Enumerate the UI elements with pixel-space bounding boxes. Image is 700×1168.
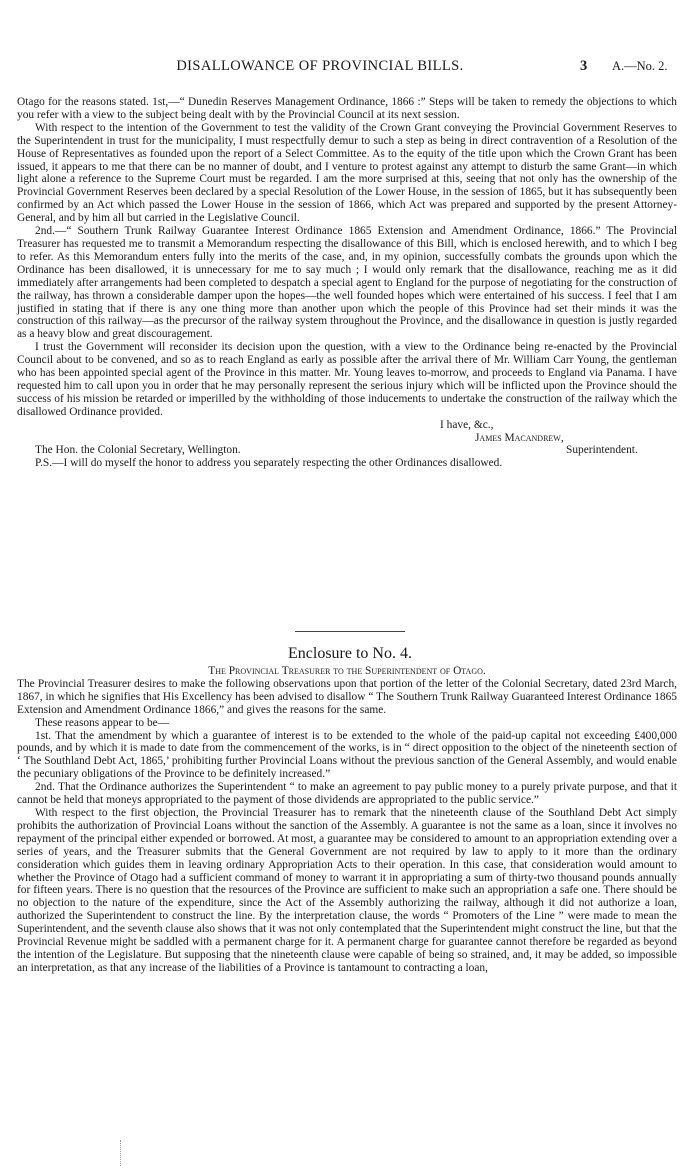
section-divider [295, 631, 405, 632]
addressee: The Hon. the Colonial Secretary, Wellington. [35, 444, 241, 457]
enclosure-paragraph-5: With respect to the first objection, the Provincial Treasurer has to remark that the nineteenth clause of the Southland Debt Act simply prohibits the authorization of Provincial Loans without the sanction of the Assembly. A guarantee is not the same as a loan, since it involves no repayment of the principal either expended or borrowed. At most, a guarantee may be considered to amount to an appropriation extending over a series of years, and the Treasurer submits that the General Government are not required by law to apply to it more than the ordinary consideration which guides them in leaving ordinary Appropriation Acts to their operation. In this case, that consideration would amount to whether the Province of Otago had a sufficient command of money to warrant it in appropriating a sum of thirty-two thousand pounds annually for fifteen years. There is no question that the resources of the Province are sufficient to make such an appropriation a safe one. There should be no objection to the nature of the expenditure, since the Act of the Assembly authorizing the railway, although it did not authorize a loan, authorized the Superintendent to construct the line. By the interpretation clause, the words “ Promoters of the Line ” were made to mean the Superintendent, and the seventh clause also shows that it was not only contemplated that the Superintendent might construct the line, but that the Provincial Revenue might be saddled with a permanent charge for it. A permanent charge for guarantee cannot therefore be regarded as beyond the intention of the Legislature. But supposing that the nineteenth clause were capable of being so strained, and, it may be added, so impossible an interpretation, as that any increase of the liabilities of a Province is tantamount to contracting a loan, [17, 806, 677, 974]
running-title: DISALLOWANCE OF PROVINCIAL BILLS. [176, 58, 464, 74]
letter-paragraph-1: Otago for the reasons stated. 1st,—“ Dunedin Reserves Management Ordinance, 1866 :” Steps will be taken to remedy the objections to which you refer with a view to the subject being dealt with by the Provincial Council at its next session. [17, 96, 677, 121]
enclosure-paragraph-4: 2nd. That the Ordinance authorizes the Superintendent “ to make an agreement to pay public money to a purely private purpose, and that it cannot be held that moneys appropriated to the payment of those dividends are appropriated to the public service.” [17, 781, 677, 807]
enclosure-paragraph-2: These reasons appear to be— [35, 716, 170, 729]
page-number: 3 [580, 58, 588, 74]
enclosure-title: Enclosure to No. 4. [288, 645, 412, 662]
letter-body [17, 96, 677, 470]
closing-text: I have, &c., [440, 418, 494, 431]
letter-paragraph-3: 2nd.—“ Southern Trunk Railway Guarantee Interest Ordinance 1865 Extension and Amendment Ordinance, 1866.” The Provincial Treasurer has requested me to transmit a Memorandum respecting the disallowance of this Bill, which is enclosed herewith, and to which I beg to refer. As this Memorandum enters fully into the merits of the case, and, in my opinion, successfully combats the grounds upon which the Ordinance has been disallowed, it is unnecessary for me to say much ; I would only remark that the disallowance, reaching me as it did immediately after arrangements had been completed to despatch a special agent to England for the purpose of negotiating for the construction of the railway, has thrown a considerable damper upon the hopes—the well founded hopes which were entertained of his success. I feel that I am justified in stating that if there is any one thing more than another upon which the people of this Province had set their minds it was the construction of this railway—as the precursor of the railway system throughout the Province, and the disallowance in question is justly regarded as a heavy blow and great discouragement. [17, 225, 677, 341]
enclosure-paragraph-3: 1st. That the amendment by which a guarantee of interest is to be extended to the whole of the paid-up capital not exceeding £400,000 pounds, and by which it is made to date from the commencement of the works, is in “ direct opposition to the object of the nineteenth section of ‘ The Southland Debt Act, 1865,’ prohibiting further Provincial Loans without the previous sanction of the General Assembly, and would enable the pecuniary obligations of the Province to be definitely increased.” [17, 729, 677, 781]
signatory-name: James Macandrew, [475, 431, 564, 444]
letter-paragraph-2: With respect to the intention of the Government to test the validity of the Crown Grant conveying the Provincial Government Reserves to the Superintendent in trust for the municipality, I must respectfully demur to such a step as being in direct contravention of a Resolution of the House of Representatives as founded upon the report of a Select Committee. As to the equity of the title upon which the Crown Grant has been issued, it appears to me that there can be no manner of doubt, and I venture to protest against any attempt to disturb the same Grant—in which light alone a reference to the Supreme Court must be regarded. I am the more surprised at this, seeing that not only has the ownership of the Provincial Government Reserves been declared by a special Resolution of the Lower House, in the session of 1865, but it has subsequently been confirmed by an Act which passed the Lower House in the session of 1866, which Act was prepared and supported by the present Attorney-General, and by him all but carried in the Legislative Council. [17, 121, 677, 225]
enclosure-body [17, 665, 677, 975]
page-header [0, 58, 700, 78]
postscript: P.S.—I will do myself the honor to address you separately respecting the other Ordinances disallowed. [35, 457, 503, 470]
gutter-mark [120, 1140, 122, 1166]
closing-line [17, 419, 677, 432]
signatory-title: Superintendent. [566, 444, 638, 457]
enclosure-subtitle: The Provincial Treasurer to the Superintendent of Otago. [208, 665, 486, 677]
signature-line [17, 432, 677, 445]
enclosure-paragraph-1: The Provincial Treasurer desires to make the following observations upon that portion of the letter of the Colonial Secretary, dated 23rd March, 1867, in which he signifies that His Excellency has been advised to disallow “ The Southern Trunk Railway Guaranteed Interest Ordinance 1865 Extension and Amendment Ordinance 1866,” and gives the reasons for the same. [17, 677, 677, 716]
addressee-line [17, 444, 677, 457]
session-reference: A.—No. 2. [612, 59, 668, 73]
letter-paragraph-4: I trust the Government will reconsider its decision upon the question, with a view to the Ordinance being re-enacted by the Provincial Council about to be convened, and so as to reach England as early as possible after the arrival there of Mr. William Carr Young, the gentleman who has been appointed special agent of the Province in this matter. Mr. Young leaves to-morrow, and proceeds to England via Panama. I have requested him to call upon you in order that he may personally represent the serious injury which will be inflicted upon the Province should the success of his mission be retarded or imperilled by the withholding of those inducements to undertake the construction of the railway which the disallowed Ordinance provided. [17, 341, 677, 418]
